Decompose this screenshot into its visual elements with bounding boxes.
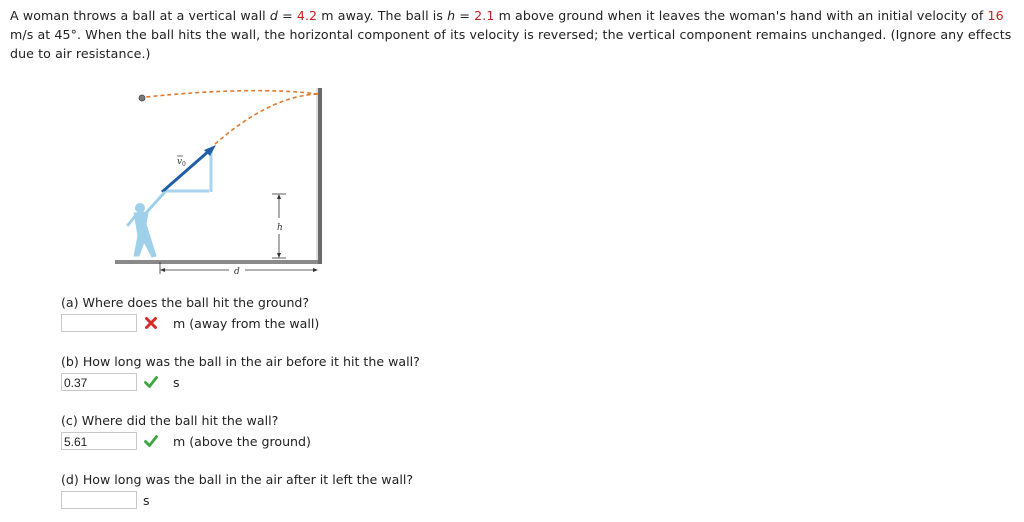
ball [139, 95, 145, 101]
d-value: 4.2 [296, 8, 318, 23]
h-variable: h [447, 8, 456, 23]
d-variable: d [269, 8, 278, 23]
trajectory-to-wall [215, 94, 318, 144]
ground [115, 260, 321, 264]
answer-b-input[interactable]: 0.37 [61, 373, 137, 391]
question-d-answer-row [61, 491, 461, 511]
equals-sign: = [277, 8, 297, 23]
correct-check-icon [144, 375, 158, 389]
question-b-text: (b) How long was the ball in the air before it hit the wall? [61, 354, 420, 369]
problem-text-1: A woman throws a ball at a vertical wall [10, 8, 270, 23]
v0-label: v [177, 157, 183, 167]
problem-statement [10, 6, 1014, 63]
equals-sign: = [455, 8, 475, 23]
answer-d-input[interactable] [61, 491, 137, 509]
problem-text-3: m above ground when it leaves the woman's hand with an initial velocity of [494, 8, 988, 23]
problem-text-2: m away. The ball is [317, 8, 448, 23]
correct-check-icon [144, 434, 158, 448]
question-a-answer-row [61, 314, 461, 334]
problem-text-4: m/s at 45°. When the ball hits the wall, the horizontal component of its velocity is reversed; the vertical component remains unchanged. (Ignore any effects due to air resistance.) [10, 27, 1012, 61]
velocity-vector [162, 150, 210, 192]
answer-a-unit: m (away from the wall) [173, 316, 320, 331]
question-b-answer-row [61, 373, 461, 393]
question-d-text: (d) How long was the ball in the air after it left the wall? [61, 472, 414, 487]
incorrect-x-icon [144, 316, 158, 330]
h-label: h [277, 223, 283, 233]
d-label: d [234, 267, 240, 274]
answer-d-unit: s [143, 493, 150, 508]
velocity-value: 16 [987, 8, 1004, 23]
answer-a-input[interactable] [61, 314, 137, 332]
question-c-text: (c) Where did the ball hit the wall? [61, 413, 279, 428]
woman-figure [128, 193, 164, 257]
projectile-figure [112, 84, 328, 274]
trajectory-after-wall [146, 91, 318, 97]
question-a-text: (a) Where does the ball hit the ground? [61, 295, 310, 310]
answer-b-unit: s [173, 375, 180, 390]
answer-c-unit: m (above the ground) [173, 434, 311, 449]
answer-c-input[interactable]: 5.61 [61, 432, 137, 450]
svg-text:0: 0 [182, 161, 186, 168]
wall [318, 88, 322, 264]
question-c-answer-row [61, 432, 461, 452]
h-value: 2.1 [474, 8, 495, 23]
